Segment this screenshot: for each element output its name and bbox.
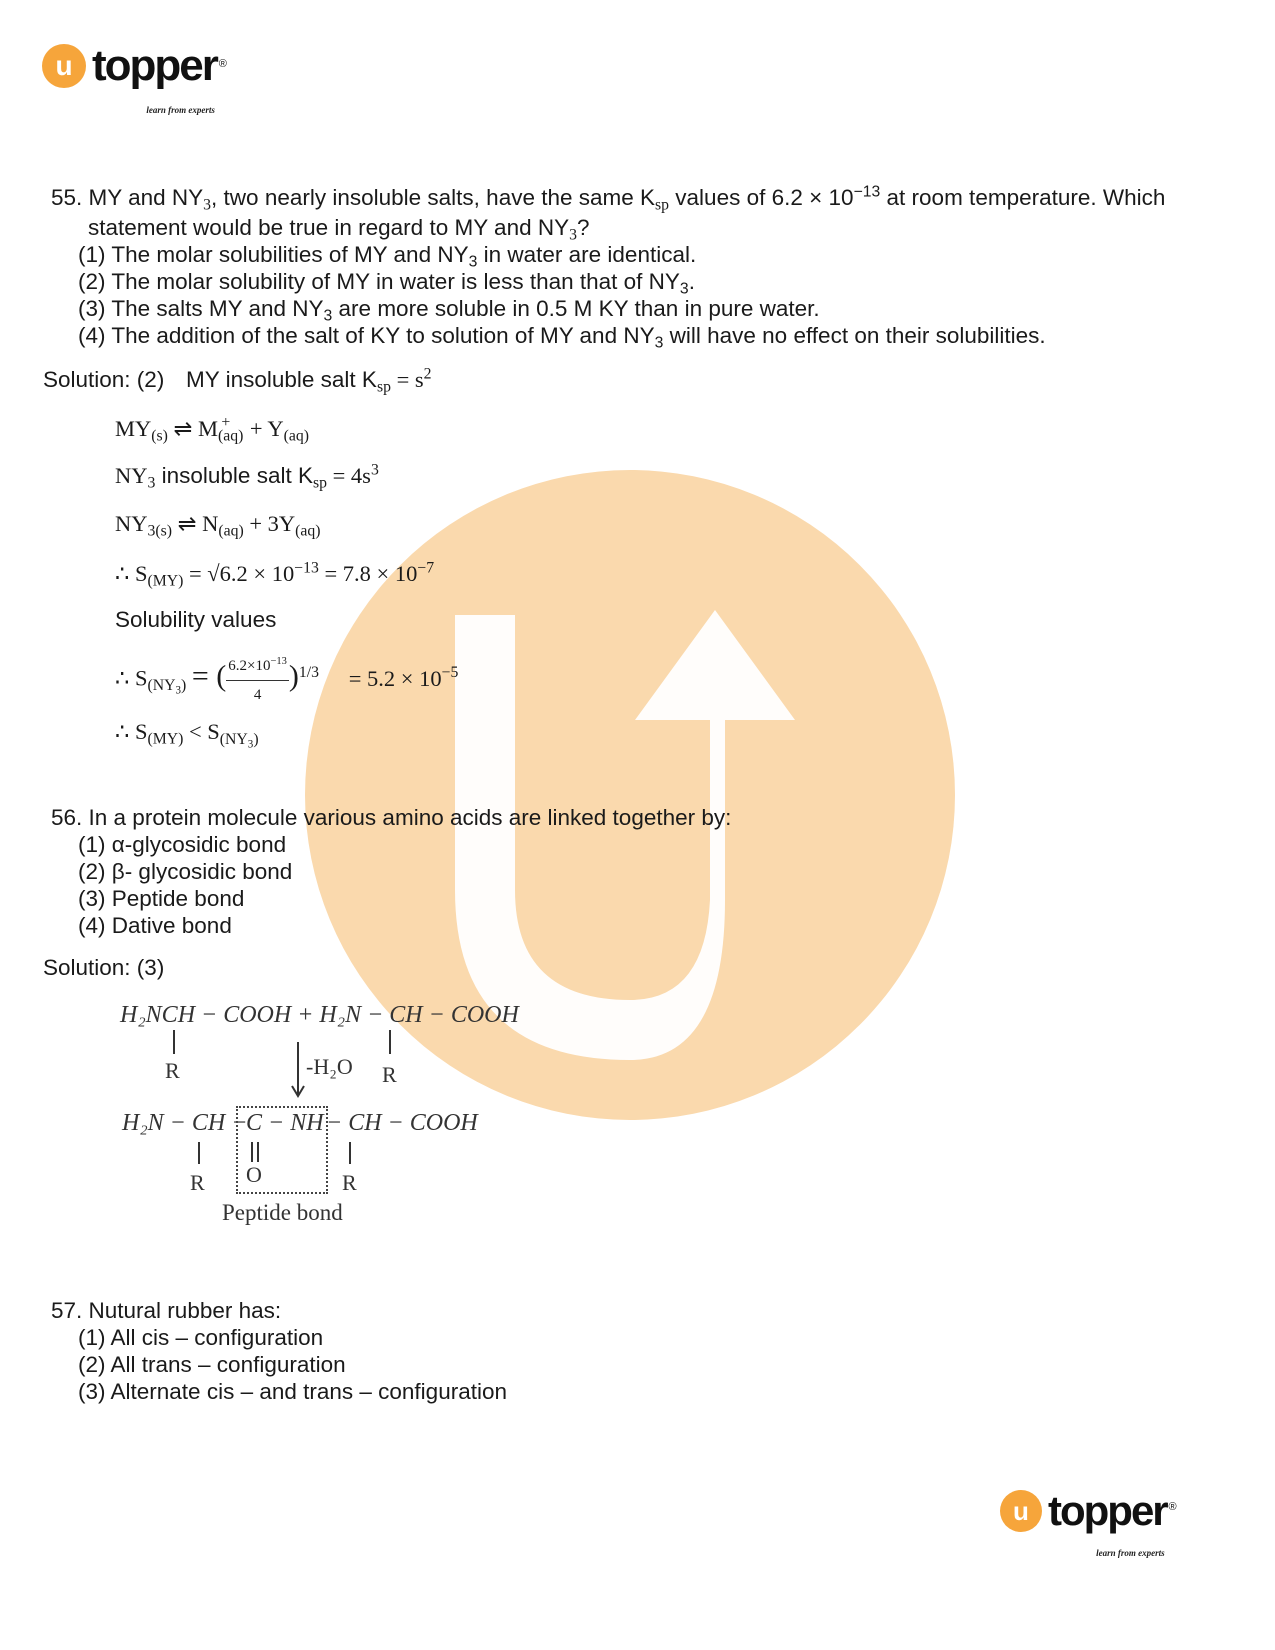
q56-option-1: (1) α-glycosidic bond xyxy=(78,832,287,857)
peptide-bond-caption: Peptide bond xyxy=(222,1200,343,1225)
q55-option-3: (3) The salts MY and $NY_3$ are more soluble in 0.5 M KY than in pure water. xyxy=(78,296,820,325)
product-amide: C − NH xyxy=(246,1110,324,1136)
bond-line xyxy=(173,1030,175,1054)
r-group: R xyxy=(165,1058,180,1083)
registered-mark: ® xyxy=(1168,1501,1177,1513)
q56-option-3: (3) Peptide bond xyxy=(78,886,245,911)
double-bond-line xyxy=(251,1142,253,1162)
q57-option-2: (2) All trans – configuration xyxy=(78,1352,346,1377)
water-loss-label: -H₂O xyxy=(306,1054,353,1079)
bond-line xyxy=(389,1030,391,1054)
q55-line1: 55. MY and $NY_3$, two nearly insoluble salts, have the same $K_{sp}$ values of $6.2 \times 10^{-13}$ at room temperature. Which xyxy=(51,183,1166,214)
sol55-solubility-values: Solubility values xyxy=(115,607,277,632)
sol55-my-equilibrium: $MY_{(s)}$ ⇌ $M_{(aq)}^+ + Y_{(aq)}$ xyxy=(115,414,309,445)
product-left: H₂N − CH − xyxy=(122,1110,248,1136)
down-arrow-icon xyxy=(288,1040,308,1100)
logo-wordmark xyxy=(92,41,227,115)
r-group: R xyxy=(382,1062,397,1087)
sol55-s-ny3: ∴ $S_{(NY_3)}$ = ( $\frac{6.2\times 10^{-13}}{4}$ )$^{1/3} = 5.2 \times 10^{-5}$ xyxy=(115,652,458,709)
sol55-ny3-equilibrium: $NY_{3(s)}$ ⇌ $N_{(aq)} + 3Y_{(aq)}$ xyxy=(115,511,321,540)
q55-option-2: (2) The molar solubility of MY in water is less than that of $NY_3$. xyxy=(78,269,695,298)
sol55-my-ksp: MY insoluble salt $K_{sp} = s^2$ xyxy=(186,365,432,396)
double-bond-line xyxy=(257,1142,259,1162)
bond-line xyxy=(349,1142,351,1164)
sol55-comparison: ∴ $S_{(MY)} < S_{(NY_3)}$ xyxy=(115,719,259,751)
sol55-heading: Solution: (2) xyxy=(43,367,165,392)
brand-logo-footer xyxy=(1000,1487,1177,1558)
q56-option-4: (4) Dative bond xyxy=(78,913,232,938)
sol56-heading: Solution: (3) xyxy=(43,955,165,980)
logo-tagline: learn from experts xyxy=(146,105,215,115)
logo-wordmark xyxy=(1048,1487,1177,1558)
q57-option-3: (3) Alternate cis – and trans – configuration xyxy=(78,1379,507,1404)
q55-line2: statement would be true in regard to MY and $NY_3$? xyxy=(88,215,590,244)
logo-name: topper xyxy=(92,41,217,90)
q56-option-2: (2) β- glycosidic bond xyxy=(78,859,293,884)
q55-option-1: (1) The molar solubilities of MY and $NY_3$ in water are identical. xyxy=(78,242,697,271)
q55-option-4: (4) The addition of the salt of KY to solution of MY and $NY_3$ will have no effect on their solubilities. xyxy=(78,323,1046,352)
sol55-s-my: ∴ $S_{(MY)} = √6.2 \times 10^{-13} = 7.8 \times 10^{-7}$ xyxy=(115,559,435,590)
q56-stem: 56. In a protein molecule various amino acids are linked together by: xyxy=(51,805,732,830)
logo-tagline: learn from experts xyxy=(1096,1548,1165,1558)
q57-option-1: (1) All cis – configuration xyxy=(78,1325,324,1350)
logo-u-icon: u xyxy=(1000,1490,1042,1532)
brand-logo xyxy=(42,41,227,115)
r-group: R xyxy=(342,1170,357,1195)
reaction-reactants: H₂NCH − COOH + H₂N − CH − COOH xyxy=(120,1002,519,1028)
bond-line xyxy=(198,1142,200,1164)
product-right: − CH − COOH xyxy=(326,1110,478,1136)
q57-stem: 57. Nutural rubber has: xyxy=(51,1298,282,1323)
sol55-ny3-ksp: $NY_3$ insoluble salt $K_{sp} = 4s^3$ xyxy=(115,461,379,492)
registered-mark: ® xyxy=(218,58,227,70)
carbonyl-oxygen: O xyxy=(246,1162,262,1187)
logo-name: topper xyxy=(1048,1487,1167,1534)
logo-u-icon: u xyxy=(42,44,86,88)
r-group: R xyxy=(190,1170,205,1195)
